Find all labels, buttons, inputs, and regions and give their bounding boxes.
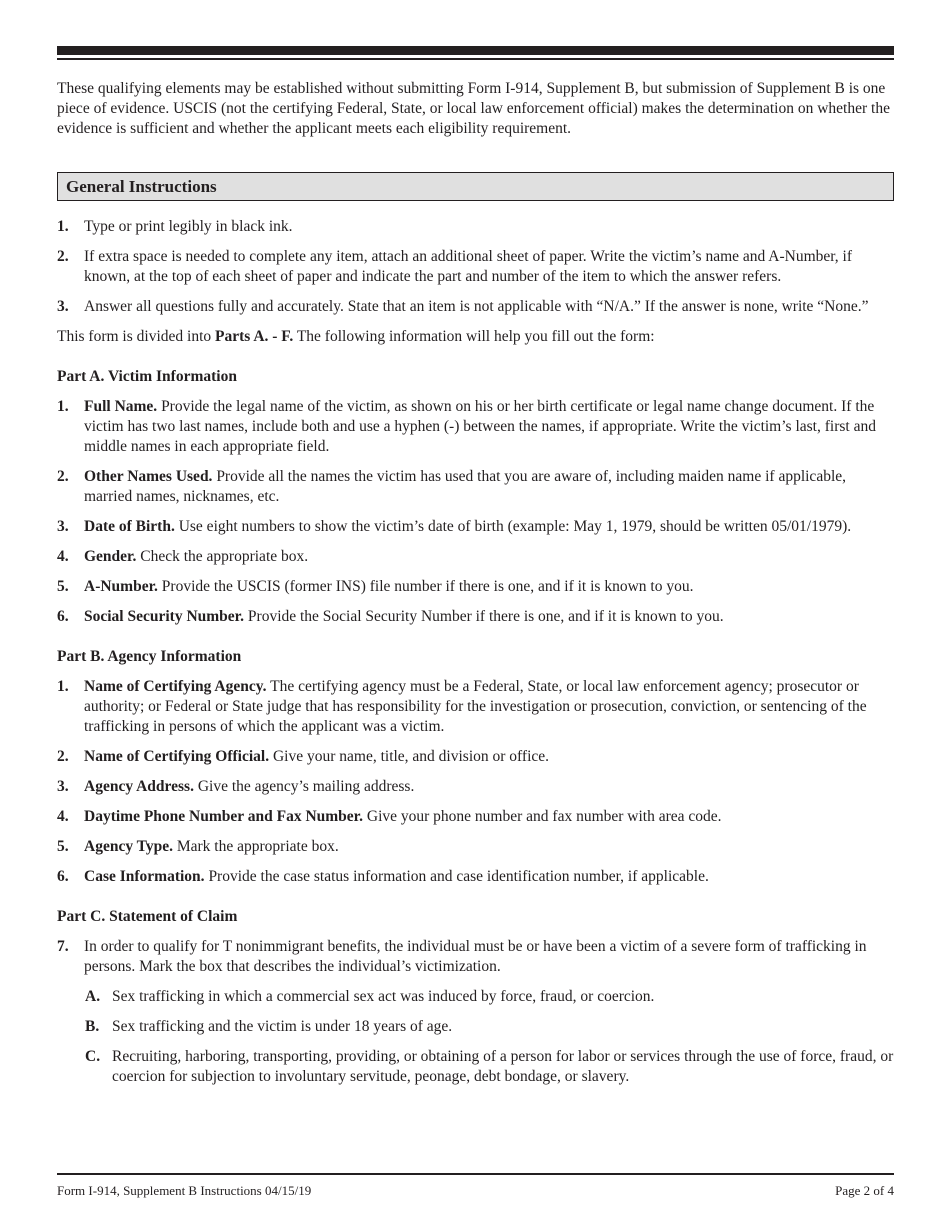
item-text: Give your phone number and fax number with area code.: [363, 808, 722, 825]
top-rule-thick: [57, 46, 894, 55]
list-item: [57, 547, 894, 567]
item-text: Mark the appropriate box.: [172, 838, 339, 855]
item-number: 2.: [57, 748, 69, 765]
list-item: [57, 747, 894, 767]
item-text: The certifying agency must be a Federal, State, or local law enforcement agency; prosecutor or authority; or Federal or State judge that has responsibility for the investigation or prosecution, conviction, or sentencing of the trafficking in persons of which the applicant was a victim.: [84, 678, 867, 735]
list-item: [57, 577, 894, 597]
item-number: 3.: [57, 518, 69, 535]
footer-page-number: Page 2 of 4: [835, 1183, 894, 1198]
item-text: Provide the USCIS (former INS) file number if there is one, and if it is known to you.: [157, 578, 694, 595]
item-text: Give the agency’s mailing address.: [193, 778, 415, 795]
item-lead: Daytime Phone Number and Fax Number.: [84, 808, 364, 825]
section-header-general-instructions: General Instructions: [57, 172, 894, 201]
item-number: 1.: [57, 398, 69, 415]
sub-list-item: [85, 1017, 894, 1037]
item-letter: A.: [85, 988, 101, 1005]
footer-form-id: Form I-914, Supplement B Instructions 04/15/19: [57, 1183, 312, 1198]
item-number: 5.: [57, 838, 69, 855]
list-item: [57, 517, 894, 537]
item-text: Type or print legibly in black ink.: [84, 218, 293, 235]
item-text: Answer all questions fully and accurately. State that an item is not applicable with “N/A.” If the answer is none, write “None.”: [84, 298, 869, 315]
item-number: 2.: [57, 248, 69, 265]
item-text: Provide the legal name of the victim, as shown on his or her birth certificate or legal name change document. If the victim has two last names, include both and use a hyphen (-) between the names, if appropriate. Write the victim’s last, first and middle names in each appropriate field.: [84, 398, 876, 455]
item-lead: Other Names Used.: [84, 468, 213, 485]
general-instructions-list: [57, 217, 894, 317]
sub-list-item: [85, 987, 894, 1007]
list-item: [57, 777, 894, 797]
item-letter: C.: [85, 1048, 101, 1065]
part-b-list: [57, 677, 894, 887]
footer-rule: [57, 1173, 894, 1175]
item-lead: Agency Type.: [84, 838, 173, 855]
item-text: Check the appropriate box.: [136, 548, 309, 565]
part-c-heading: Part C. Statement of Claim: [57, 908, 238, 925]
item-lead: Name of Certifying Official.: [84, 748, 270, 765]
list-item: [57, 677, 894, 737]
form-parts-note: [57, 327, 894, 347]
list-item: [57, 607, 894, 627]
item-number: 5.: [57, 578, 69, 595]
note-text-bold: Parts A. - F.: [215, 328, 294, 345]
list-item: [57, 867, 894, 887]
item-text: In order to qualify for T nonimmigrant benefits, the individual must be or have been a victim of a severe form of trafficking in persons. Mark the box that describes the individual’s victimization.: [84, 938, 867, 975]
item-number: 3.: [57, 298, 69, 315]
list-item: [57, 837, 894, 857]
item-number: 6.: [57, 608, 69, 625]
note-text-pre: This form is divided into: [57, 328, 216, 345]
item-lead: Name of Certifying Agency.: [84, 678, 267, 695]
item-lead: Social Security Number.: [84, 608, 245, 625]
item-number: 1.: [57, 678, 69, 695]
item-number: 3.: [57, 778, 69, 795]
list-item: [57, 217, 894, 237]
list-item: [57, 807, 894, 827]
part-c-list: [57, 937, 894, 1087]
note-text-post: The following information will help you fill out the form:: [293, 328, 655, 345]
item-text: Give your name, title, and division or office.: [269, 748, 550, 765]
item-lead: Full Name.: [84, 398, 158, 415]
item-number: 4.: [57, 808, 69, 825]
item-lead: Case Information.: [84, 868, 205, 885]
item-text: Use eight numbers to show the victim’s date of birth (example: May 1, 1979, should be written 05/01/1979).: [174, 518, 852, 535]
part-a-heading: Part A. Victim Information: [57, 368, 237, 385]
item-lead: Gender.: [84, 548, 137, 565]
top-rule-thin: [57, 58, 894, 60]
item-text: If extra space is needed to complete any item, attach an additional sheet of paper. Write the victim’s name and A-Number, if known, at the top of each sheet of paper and indicate the part and number of the item to which the answer refers.: [84, 248, 853, 285]
item-number: 4.: [57, 548, 69, 565]
item-text: Sex trafficking in which a commercial sex act was induced by force, fraud, or coercion.: [112, 988, 655, 1005]
list-item: [57, 297, 894, 317]
intro-paragraph: These qualifying elements may be established without submitting Form I-914, Supplement B, but submission of Supplement B is one piece of evidence. USCIS (not the certifying Federal, State, or local law enforcement official) makes the determination on whether the evidence is sufficient and whether the applicant meets each eligibility requirement.: [57, 80, 890, 137]
part-a-list: [57, 397, 894, 627]
item-number: 7.: [57, 938, 69, 955]
item-text: Sex trafficking and the victim is under 18 years of age.: [112, 1018, 453, 1035]
item-lead: A-Number.: [84, 578, 158, 595]
item-text: Recruiting, harboring, transporting, providing, or obtaining of a person for labor or services through the use of force, fraud, or coercion for subjection to involuntary servitude, peonage, debt bondage, or slavery.: [112, 1048, 894, 1085]
part-b-heading: Part B. Agency Information: [57, 648, 242, 665]
item-text: Provide all the names the victim has used that you are aware of, including maiden name if applicable, married names, nicknames, etc.: [84, 468, 847, 505]
item-lead: Date of Birth.: [84, 518, 175, 535]
item-text: Provide the case status information and case identification number, if applicable.: [204, 868, 709, 885]
item-lead: Agency Address.: [84, 778, 194, 795]
list-item: [57, 247, 894, 287]
page-body: [57, 46, 894, 1097]
sub-list-item: [85, 1047, 894, 1087]
item-number: 1.: [57, 218, 69, 235]
item-letter: B.: [85, 1018, 100, 1035]
item-number: 6.: [57, 868, 69, 885]
list-item: [57, 467, 894, 507]
list-item: [57, 937, 894, 977]
item-text: Provide the Social Security Number if there is one, and if it is known to you.: [244, 608, 724, 625]
item-number: 2.: [57, 468, 69, 485]
list-item: [57, 397, 894, 457]
